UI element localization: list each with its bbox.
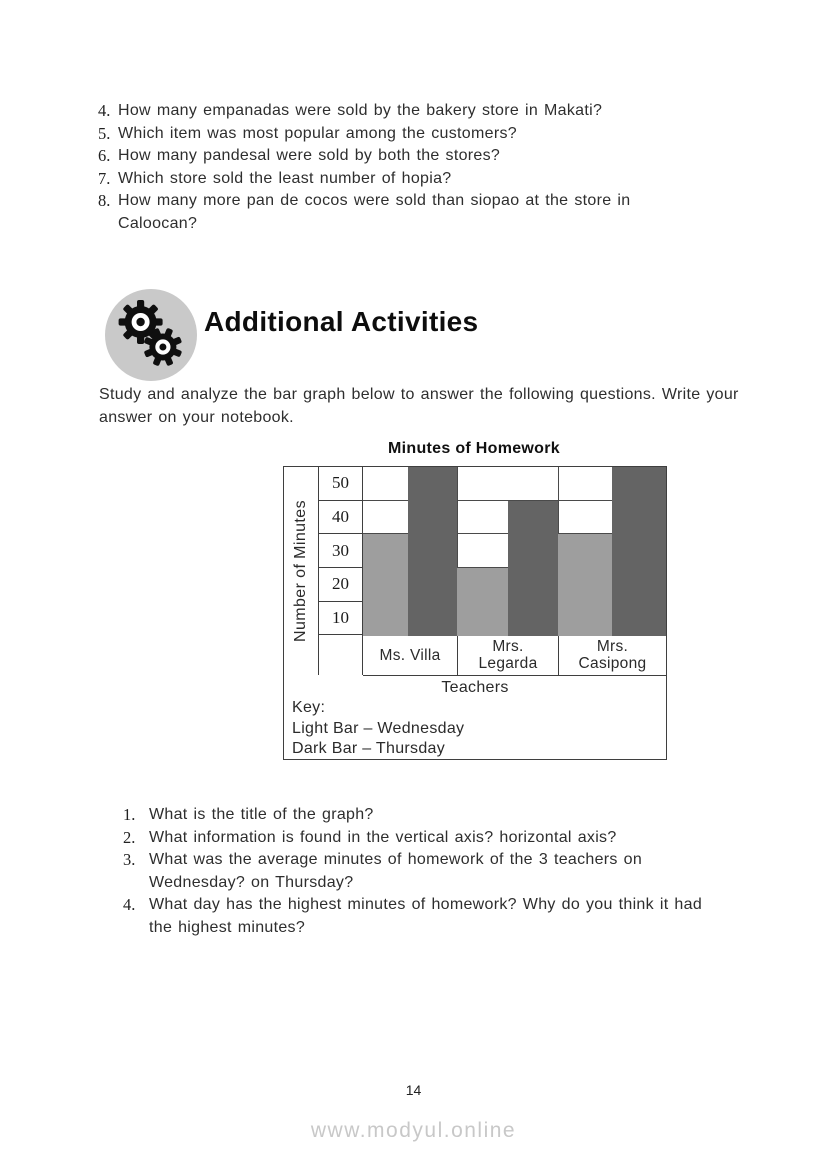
- question-number: 3.: [123, 850, 136, 870]
- bar-thursday-ms-villa: [408, 467, 457, 636]
- key-title: Key:: [292, 699, 326, 716]
- question-item: [98, 100, 663, 123]
- question-text: What is the title of the graph?: [149, 806, 374, 823]
- bar-thursday-mrs-casipong: [612, 467, 666, 636]
- x-axis-categories: [363, 636, 666, 677]
- bar-wednesday-ms-villa: [363, 534, 408, 635]
- question-text: What day has the highest minutes of homework? Why do you think it had the highest minutes?: [149, 896, 703, 936]
- y-axis-ticks: [319, 467, 363, 675]
- question-text: How many empanadas were sold by the bakery store in Makati?: [118, 102, 603, 119]
- y-tick: 40: [319, 501, 362, 535]
- chart-title: Minutes of Homework: [388, 440, 560, 457]
- section-title: Additional Activities: [204, 306, 479, 337]
- bar-wednesday-mrs-casipong: [558, 534, 612, 635]
- question-item: [98, 145, 663, 168]
- bar-chart: [283, 466, 667, 760]
- question-number: 2.: [123, 827, 136, 847]
- y-axis-label-cell: [284, 467, 319, 675]
- key-entry-light-bar: Light Bar – Wednesday: [292, 719, 465, 737]
- y-tick: 20: [319, 568, 362, 602]
- watermark-text: www.modyul.online: [310, 1119, 517, 1142]
- bottom-question-list: [123, 804, 709, 940]
- question-text: Which item was most popular among the customers?: [118, 124, 517, 142]
- question-item: [123, 804, 709, 827]
- y-tick: 30: [319, 534, 362, 568]
- question-text: What was the average minutes of homework of the 3 teachers on Wednesday? on Thursday?: [149, 851, 643, 891]
- question-number: 5.: [98, 123, 111, 143]
- top-question-list: [98, 100, 663, 236]
- x-axis-label: Teachers: [441, 679, 509, 696]
- question-text: What information is found in the vertical axis? horizontal axis?: [149, 828, 617, 846]
- y-axis-label: Number of Minutes: [292, 500, 309, 642]
- question-item: [123, 894, 709, 939]
- key-entry-dark-bar: Dark Bar – Thursday: [292, 740, 446, 757]
- question-number: 4.: [123, 895, 136, 915]
- question-number: 8.: [98, 191, 111, 211]
- question-number: 6.: [98, 146, 111, 166]
- bar-thursday-mrs-legarda: [508, 501, 558, 636]
- question-number: 7.: [98, 168, 111, 188]
- category-label: Ms. Villa: [379, 646, 441, 664]
- question-text: Which store sold the least number of hopia?: [118, 169, 452, 187]
- question-text: How many pandesal were sold by both the stores?: [118, 147, 501, 165]
- question-text: How many more pan de cocos were sold than siopao at the store in Caloocan?: [118, 192, 631, 232]
- category-label: Mrs. Legarda: [457, 636, 558, 676]
- y-tick: 10: [319, 602, 362, 636]
- bar-wednesday-mrs-legarda: [457, 568, 508, 635]
- instructions-text: Study and analyze the bar graph below to answer the following questions. Write your answer on your notebook.: [99, 386, 739, 426]
- category-label: Mrs. Casipong: [558, 636, 666, 676]
- question-item: [98, 168, 663, 191]
- y-tick: 50: [319, 467, 362, 501]
- question-item: [123, 827, 709, 850]
- question-item: [123, 849, 709, 894]
- plot-area: [363, 467, 666, 636]
- chart-key: [284, 676, 666, 759]
- question-item: [98, 190, 663, 235]
- gears-icon: [104, 288, 198, 382]
- question-number: 1.: [123, 805, 136, 824]
- question-number: 4.: [98, 101, 111, 120]
- page-number: 14: [405, 1082, 422, 1098]
- question-item: [98, 123, 663, 146]
